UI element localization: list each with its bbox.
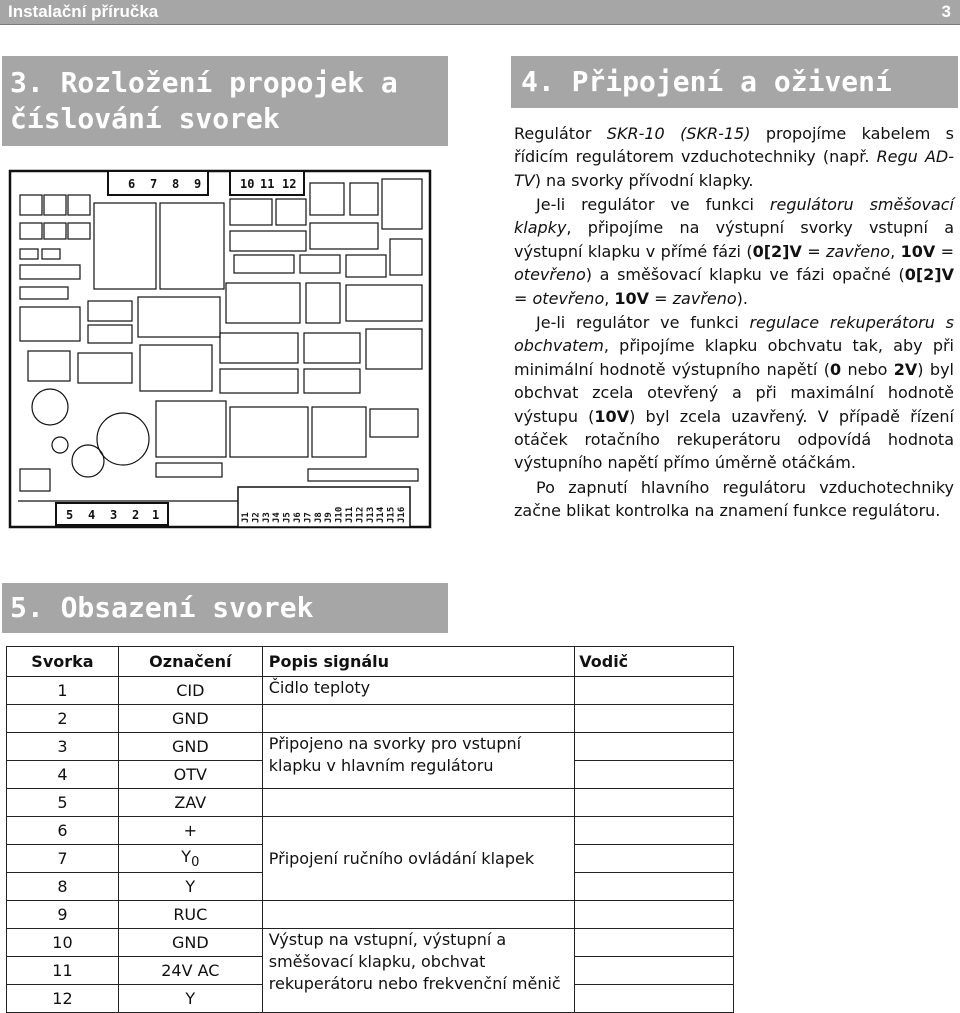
terminal-label-12: 12 <box>282 177 297 191</box>
terminal-label-11: 11 <box>260 177 275 191</box>
cell-svorka: 5 <box>7 789 119 817</box>
section-3-title-line2: číslování svorek <box>10 102 280 135</box>
cell-vodic <box>575 901 734 929</box>
jumper-label: J8 <box>313 512 324 523</box>
cell-svorka: 7 <box>7 845 119 873</box>
table-row <box>7 705 734 733</box>
table-row <box>7 733 734 761</box>
cell-svorka: 6 <box>7 817 119 845</box>
cell-oznaceni: RUC <box>118 901 262 929</box>
cell-popis: Připojeno na svorky pro vstupní klapku v hlavním regulátoru <box>262 733 574 789</box>
cell-svorka: 12 <box>7 985 119 1013</box>
jumper-label: J9 <box>324 512 335 523</box>
table-row <box>7 789 734 817</box>
board-layout-drawing <box>8 169 432 529</box>
cell-vodic <box>575 873 734 901</box>
jumper-label: J4 <box>272 512 283 523</box>
terminal-label-10: 10 <box>240 177 255 191</box>
cell-svorka: 11 <box>7 957 119 985</box>
terminal-label-5: 5 <box>66 508 74 522</box>
jumper-label: J5 <box>282 512 293 523</box>
cell-vodic <box>575 845 734 873</box>
section-4-heading: 4. Připojení a oživení <box>511 56 958 108</box>
page-number: 3 <box>941 2 951 21</box>
col-header-popis: Popis signálu <box>262 647 574 677</box>
manual-title: Instalační příručka <box>8 2 159 21</box>
paragraph-mixing-damper: Je-li regulátor ve funkci regulátoru směšovací klapky, připojíme na výstupní svorky vstupní a výstupní klapku v přímé fázi (0[2]V = zavřeno, 10V = otevřeno) a směšovací klapku ve fázi opačné (0[2]V = otevřeno, 10V = zavřeno). <box>514 195 955 308</box>
cell-popis <box>262 789 574 817</box>
cell-vodic <box>575 705 734 733</box>
paragraph-bypass: Je-li regulátor ve funkci regulace rekuperátoru s obchvatem, připojíme klapku obchvatu tak, aby při minimální hodnotě výstupního napětí (0 nebo 2V) byl obchvat zcela otevřený a při maximální hodnotě výstupu (10V) byl zcela uzavřený. V případě řízení otáček rotačního rekuperátoru odpovídá hodnota výstupního napětí přímo úměrně otáčkám. <box>514 313 955 473</box>
paragraph-connection: Regulátor SKR-10 (SKR-15) propojíme kabelem s řídicím regulátorem vzduchotechniky (např. Regu AD-TV) na svorky přívodní klapky. <box>514 124 954 190</box>
cell-svorka: 8 <box>7 873 119 901</box>
jumper-label: J3 <box>261 512 272 523</box>
cell-oznaceni: 24V AC <box>118 957 262 985</box>
terminal-label-4: 4 <box>88 508 96 522</box>
table-row <box>7 929 734 957</box>
jumper-label: J14 <box>376 506 387 523</box>
jumper-label: J10 <box>334 506 345 523</box>
jumper-label: J13 <box>365 506 376 523</box>
terminal-label-1: 1 <box>152 508 160 522</box>
cell-vodic <box>575 677 734 705</box>
col-header-vodic: Vodič <box>575 647 734 677</box>
cell-svorka: 4 <box>7 761 119 789</box>
cell-vodic <box>575 957 734 985</box>
terminal-label-9: 9 <box>194 177 202 191</box>
table-row <box>7 901 734 929</box>
jumper-label: J12 <box>355 506 366 523</box>
cell-popis <box>262 705 574 733</box>
cell-oznaceni: GND <box>118 929 262 957</box>
section-3-title-line1: 3. Rozložení propojek a <box>10 66 398 99</box>
section-5-heading: 5. Obsazení svorek <box>2 583 448 633</box>
terminal-table <box>6 646 734 1013</box>
table-row <box>7 817 734 845</box>
paragraph-startup: Po zapnutí hlavního regulátoru vzduchotechniky začne blikat kontrolka na znamení funkce regulátoru. <box>514 478 954 521</box>
cell-svorka: 2 <box>7 705 119 733</box>
cell-svorka: 1 <box>7 677 119 705</box>
jumper-label: J6 <box>293 512 303 523</box>
cell-svorka: 3 <box>7 733 119 761</box>
cell-vodic <box>575 929 734 957</box>
cell-vodic <box>575 789 734 817</box>
jumper-label: J7 <box>303 512 314 523</box>
terminal-label-3: 3 <box>110 508 118 522</box>
cell-oznaceni: + <box>118 817 262 845</box>
col-header-svorka: Svorka <box>7 647 119 677</box>
pcb-diagram <box>8 169 432 529</box>
jumper-label: J16 <box>397 506 407 523</box>
cell-svorka: 9 <box>7 901 119 929</box>
jumper-label: J2 <box>251 512 262 523</box>
cell-oznaceni: Y <box>118 985 262 1013</box>
cell-svorka: 10 <box>7 929 119 957</box>
cell-oznaceni: $Y_0$ <box>118 845 262 873</box>
cell-oznaceni: ZAV <box>118 789 262 817</box>
cell-popis: Výstup na vstupní, výstupní a směšovací klapku, obchvat rekuperátoru nebo frekvenční měnič <box>262 929 574 1013</box>
jumper-label: J15 <box>386 506 397 523</box>
terminal-label-2: 2 <box>132 508 140 522</box>
terminal-label-7: 7 <box>150 177 158 191</box>
col-header-oznaceni: Označení <box>118 647 262 677</box>
cell-oznaceni: GND <box>118 705 262 733</box>
cell-vodic <box>575 985 734 1013</box>
cell-vodic <box>575 817 734 845</box>
jumper-label: J1 <box>241 512 251 523</box>
cell-oznaceni: OTV <box>118 761 262 789</box>
cell-popis: Čidlo teploty <box>262 677 574 705</box>
cell-oznaceni: Y <box>118 873 262 901</box>
cell-oznaceni: CID <box>118 677 262 705</box>
page-header <box>0 0 960 25</box>
cell-vodic <box>575 733 734 761</box>
cell-oznaceni: GND <box>118 733 262 761</box>
cell-vodic <box>575 761 734 789</box>
section-3-heading <box>2 56 448 146</box>
cell-popis: Připojení ručního ovládání klapek <box>262 817 574 901</box>
cell-popis <box>262 901 574 929</box>
terminal-label-6: 6 <box>128 177 136 191</box>
table-row <box>7 677 734 705</box>
terminal-label-8: 8 <box>172 177 180 191</box>
table-header-row <box>7 647 734 677</box>
jumper-label: J11 <box>345 506 355 523</box>
